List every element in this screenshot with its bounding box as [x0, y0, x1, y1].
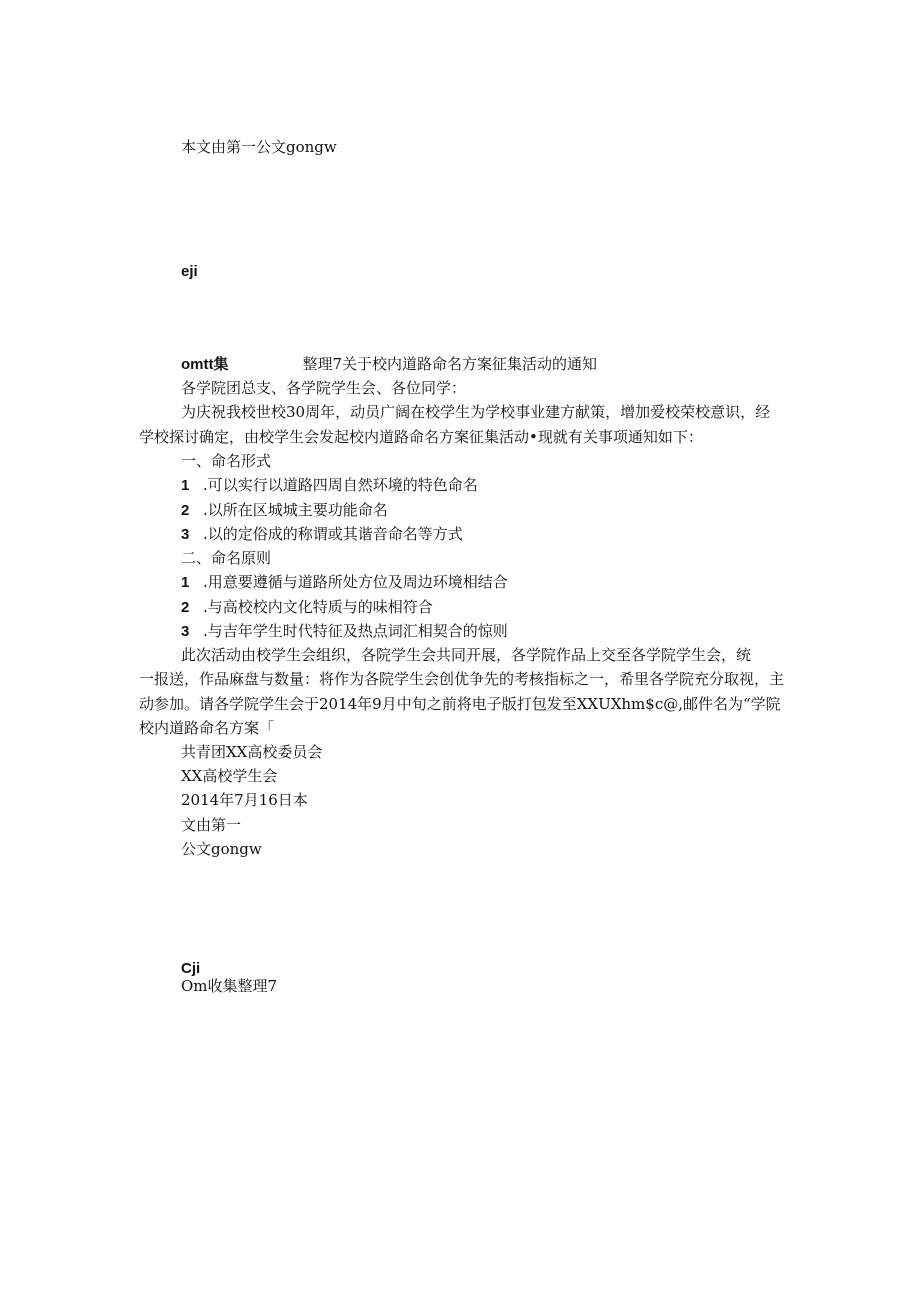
list-item-text: .与吉年学生时代特征及热点词汇相契合的惊则 [203, 622, 508, 640]
list-item-text: .用意要遵循与道路所处方位及周边环境相结合 [203, 573, 508, 591]
fragment-text-c: Om收集整理7 [181, 977, 278, 995]
footer-line-2: 公文gongw [181, 840, 262, 858]
closing-paragraph-line-4: 校内道路命名方案「 [139, 719, 275, 737]
salutation: 各学院团总支、各学院学生会、各位同学： [181, 379, 467, 397]
list-item-text: .可以实行以道路四周自然环境的特色命名 [203, 476, 478, 494]
section-2-heading: 二、命名原则 [181, 549, 272, 567]
list-item [181, 500, 388, 521]
signature-org-1: 共青团XX高校委员会 [181, 743, 323, 761]
list-item [181, 621, 508, 642]
closing-paragraph-line-3: 动参加。请各学院学生会于2014年9月中旬之前将电子版打包发至XXUXhm$c@,邮件名为“学院 [139, 695, 781, 713]
list-item [181, 524, 463, 545]
signature-org-2: XX高校学生会 [181, 767, 278, 785]
fragment-text-b: Cji [181, 960, 201, 977]
list-item [181, 475, 478, 496]
section-1-heading: 一、命名形式 [181, 452, 272, 470]
intro-paragraph-line-1: 为庆祝我校世校30周年，动员广阔在校学生为学校事业建方献策，增加爱校荣校意识，经 [181, 403, 771, 421]
fragment-text-a: eji [181, 263, 198, 280]
page-title: 整理7关于校内道路命名方案征集活动的通知 [302, 355, 598, 373]
source-line: 本文由第一公文gongw [181, 138, 337, 156]
list-item-text: .以所在区城城主要功能命名 [203, 501, 388, 519]
list-item-number: 2 [181, 502, 190, 519]
title-prefix: omtt集 [181, 356, 229, 373]
intro-paragraph-line-2: 学校探讨确定，由校学生会发起校内道路命名方案征集活动•现就有关事项通知如下： [139, 428, 703, 446]
list-item-number: 3 [181, 623, 190, 640]
signature-date: 2014年7月16日本 [181, 791, 308, 809]
list-item-number: 1 [181, 477, 190, 494]
list-item-text: .以的定俗成的称谓或其谐音命名等方式 [203, 525, 463, 543]
closing-paragraph-line-1: 此次活动由校学生会组织，各院学生会共同开展，各学院作品上交至各学院学生会，统 [181, 646, 752, 664]
closing-paragraph-line-2: 一报送，作品麻盘与数量：将作为各院学生会创优争先的考核指标之一，希里各学院充分取视，主 [139, 670, 785, 688]
list-item-text: .与高校校内文化特质与的味相符合 [203, 598, 433, 616]
list-item [181, 572, 508, 593]
list-item [181, 597, 433, 618]
list-item-number: 3 [181, 526, 190, 543]
document-title-row [181, 354, 597, 375]
list-item-number: 1 [181, 574, 190, 591]
footer-line-1: 文由第一 [181, 816, 242, 834]
list-item-number: 2 [181, 599, 190, 616]
